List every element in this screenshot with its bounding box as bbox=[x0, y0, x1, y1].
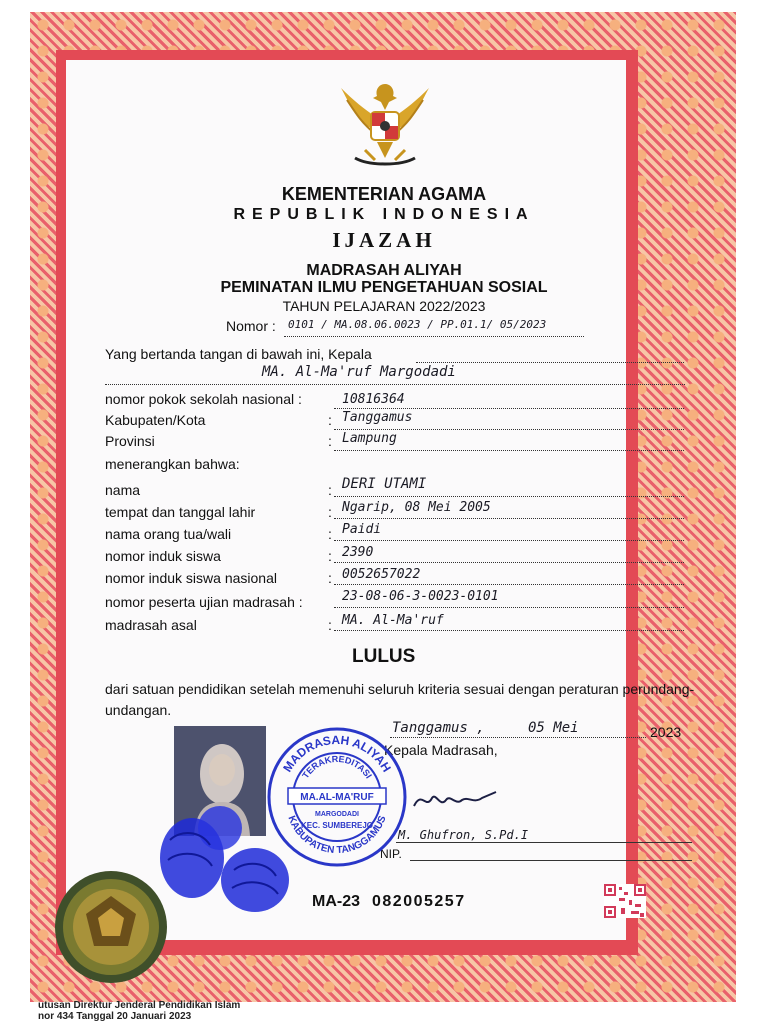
field-colon: : bbox=[328, 617, 332, 633]
field-label-ttl: tempat dan tanggal lahir bbox=[105, 504, 256, 520]
field-colon: : bbox=[328, 504, 332, 520]
signature-date: 05 Mei bbox=[528, 720, 579, 736]
stamp-text-village: MARGODADI bbox=[315, 811, 359, 818]
field-label-peserta: nomor peserta ujian madrasah : bbox=[105, 594, 303, 610]
dotline-peserta bbox=[334, 607, 684, 608]
official-stamp bbox=[262, 722, 412, 872]
stamp-text-top: MADRASAH ALIYAH bbox=[280, 732, 394, 775]
signatory-name: M. Ghufron, S.Pd.I bbox=[398, 828, 529, 842]
nomor-dotline bbox=[284, 336, 584, 337]
field-label-nis: nomor induk siswa bbox=[105, 548, 221, 564]
qr-code bbox=[604, 884, 646, 918]
nomor-value: 0101 / MA.08.06.0023 / PP.01.1/ 05/2023 bbox=[288, 318, 547, 331]
school-name: MA. Al-Ma'ruf Margodadi bbox=[262, 364, 456, 380]
nip-underline bbox=[410, 860, 692, 861]
signature-title: Kepala Madrasah, bbox=[384, 742, 498, 758]
school-type: MADRASAH ALIYAH bbox=[306, 262, 462, 279]
stamp-text-center: MA.AL-MA'RUF bbox=[300, 792, 374, 803]
signature-scribble bbox=[410, 784, 500, 814]
nip-label: NIP. bbox=[380, 847, 402, 861]
field-value-peserta: 23-08-06-3-0023-0101 bbox=[342, 589, 499, 604]
field-value-nama: DERI UTAMI bbox=[342, 476, 427, 492]
stamp-text-accreditation: TERAKREDITASI bbox=[300, 753, 374, 781]
field-value-kabupaten: Tanggamus bbox=[342, 410, 413, 425]
field-value-orangtua: Paidi bbox=[342, 522, 382, 537]
field-value-ttl: Ngarip, 08 Mei 2005 bbox=[342, 500, 491, 515]
footer-line-1: utusan Direktur Jenderal Pendidikan Islam bbox=[38, 1000, 241, 1011]
field-colon: : bbox=[328, 570, 332, 586]
stamp-text-district: KEC. SUMBEREJO bbox=[300, 821, 374, 830]
name-underline bbox=[396, 842, 692, 843]
field-label-npsn: nomor pokok sekolah nasional : bbox=[105, 391, 302, 407]
dotline-nisn bbox=[334, 584, 684, 585]
field-value-nisn: 0052657022 bbox=[342, 567, 421, 582]
field-label-nisn: nomor induk siswa nasional bbox=[105, 570, 277, 586]
intro-text: Yang bertanda tangan di bawah ini, Kepala bbox=[105, 346, 372, 362]
dotline-provinsi bbox=[334, 450, 684, 451]
dotline-nama bbox=[334, 496, 684, 497]
field-value-provinsi: Lampung bbox=[342, 431, 397, 446]
date-dotline bbox=[390, 737, 646, 738]
field-label-provinsi: Provinsi bbox=[105, 433, 155, 449]
field-value-npsn: 10816364 bbox=[342, 392, 405, 407]
school-dotline bbox=[105, 384, 685, 385]
dotline-npsn bbox=[334, 408, 684, 409]
stamp-text-regency: KABUPATEN TANGGAMUS bbox=[285, 814, 389, 857]
program-name: PEMINATAN ILMU PENGETAHUAN SOSIAL bbox=[220, 279, 548, 296]
intro-dotline bbox=[416, 362, 684, 363]
academic-year: TAHUN PELAJARAN 2022/2023 bbox=[282, 298, 486, 314]
field-colon: : bbox=[328, 412, 332, 428]
field-label-orangtua: nama orang tua/wali bbox=[105, 526, 232, 542]
field-label-asal: madrasah asal bbox=[105, 617, 197, 633]
nomor-label: Nomor : bbox=[226, 318, 276, 334]
field-value-nis: 2390 bbox=[342, 545, 374, 560]
field-colon: : bbox=[328, 526, 332, 542]
serial-prefix: MA-23 bbox=[312, 893, 361, 910]
field-colon: : bbox=[328, 548, 332, 564]
field-colon: : bbox=[328, 433, 332, 449]
dotline-nis bbox=[334, 562, 684, 563]
document-title: IJAZAH bbox=[332, 228, 436, 252]
field-label-kabupaten: Kabupaten/Kota bbox=[105, 412, 206, 428]
field-value-asal: MA. Al-Ma'ruf bbox=[342, 613, 444, 628]
field-colon: : bbox=[328, 482, 332, 498]
footer-line-2: nor 434 Tanggal 20 Januari 2023 bbox=[38, 1011, 192, 1022]
dotline-orangtua bbox=[334, 540, 684, 541]
signature-year: 2023 bbox=[650, 724, 682, 740]
gold-hologram-seal bbox=[52, 868, 170, 986]
serial-number: 082005257 bbox=[372, 893, 466, 910]
dotline-kabupaten bbox=[334, 429, 684, 430]
ministry-title: KEMENTERIAN AGAMA bbox=[281, 184, 487, 204]
signature-place: Tanggamus , bbox=[392, 720, 485, 736]
field-label-nama: nama bbox=[105, 482, 141, 498]
republic-title: REPUBLIK INDONESIA bbox=[233, 206, 535, 223]
result-status: LULUS bbox=[352, 646, 416, 667]
dotline-ttl bbox=[334, 518, 684, 519]
garuda-emblem bbox=[335, 80, 435, 172]
field-label-menerangkan: menerangkan bahwa: bbox=[105, 456, 240, 472]
dotline-asal bbox=[334, 630, 684, 631]
statement-text: dari satuan pendidikan setelah memenuhi seluruh kriteria sesuai dengan peraturan perundang-undangan. bbox=[105, 681, 695, 718]
